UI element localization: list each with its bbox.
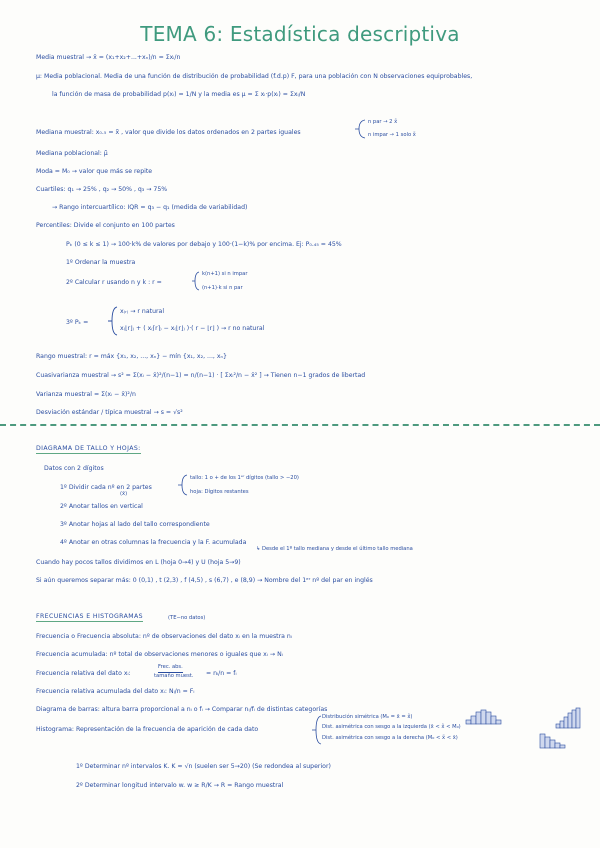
line-frecuencias-nota: (TE−no datos) — [168, 615, 206, 621]
symmetric-histogram-icon — [466, 710, 502, 724]
line-dist-simetrica: Distribución simétrica (M₀ = x̄ = x̃) — [322, 714, 413, 720]
line-rango-intercuartilico: → Rango intercuartílico: IQR = q₃ − q₁ (medida de variabilidad) — [52, 204, 248, 211]
line-datos-digitos: Datos con 2 dígitos — [44, 465, 104, 472]
line-media-poblacional-1: μ: Media poblacional. Media de una función de distribución de probabilidad (f.d.p) F, para una población con N observaciones equiprobables, — [36, 73, 473, 80]
line-frecuencia-relativa-den: tamaño muest. — [154, 673, 194, 679]
line-mediana-muestral: Mediana muestral: x₀.₅ = x̃ , valor que divide los datos ordenados en 2 partes iguales — [36, 129, 301, 136]
line-si-aun: Si aún queremos separar más: 0 (0,1) , t (2,3) , f (4,5) , s (6,7) , e (8,9) → Nombre del 1ᵉʳ nº del par en inglés — [36, 577, 373, 584]
line-mediana-impar: n impar → 1 solo x̃ — [368, 132, 416, 138]
line-paso-1: 1º Ordenar la muestra — [66, 259, 136, 266]
line-paso-3-no-natural: x₍⌊r⌋₎ + ( x₍⌈r⌉₎ − x₍⌊r⌋₎ )·( r − ⌊r⌋ ) → r no natural — [120, 325, 265, 332]
line-d1: 1º Dividir cada nº en 2 partes — [60, 484, 152, 491]
line-cuartiles: Cuartiles: q₁ → 25% , q₂ → 50% , q₃ → 75% — [36, 186, 168, 193]
page-title: TEMA 6: Estadística descriptiva — [140, 22, 460, 46]
section-heading-frecuencias: FRECUENCIAS E HISTOGRAMAS — [36, 613, 143, 620]
left-skew-histogram-icon — [556, 708, 580, 728]
line-pk: Pₖ (0 ≤ k ≤ 1) → 100·k% de valores por debajo y 100·(1−k)% por encima. Ej: P₀.₄₅ = 45% — [66, 241, 342, 248]
line-moda: Moda = M₀ → valor que más se repite — [36, 168, 153, 175]
line-percentiles: Percentiles: Divide el conjunto en 100 partes — [36, 222, 175, 229]
line-paso-2: 2º Calcular r usando n y k : r = — [66, 279, 162, 286]
section-heading-tallo-hojas: DIAGRAMA DE TALLO Y HOJAS: — [36, 445, 141, 452]
line-frecuencia-relativa: Frecuencia relativa del dato xᵢ: — [36, 670, 131, 677]
line-frecuencia-relativa-num: Frec. abs. — [158, 663, 183, 673]
line-d3: 3º Anotar hojas al lado del tallo correspondiente — [60, 521, 210, 528]
line-frecuencia-acumulada: Frecuencia acumulada: nº total de observaciones menores o iguales que xᵢ → Nᵢ — [36, 651, 283, 658]
right-skew-histogram-icon — [540, 734, 566, 748]
line-rango-muestral: Rango muestral: r = máx {x₁, x₂, ..., xₙ} − mín {x₁, x₂, ..., xₙ} — [36, 353, 227, 360]
line-varianza: Varianza muestral = Σ(xᵢ − x̄)²/n — [36, 391, 136, 398]
line-frecuencia-relativa-end: = nᵢ/n = fᵢ — [206, 670, 237, 677]
line-desviacion: Desviación estándar / típica muestral → s = √s² — [36, 409, 183, 416]
line-d1-sub: (x̄) — [120, 491, 128, 497]
line-cuasivarianza: Cuasivarianza muestral → s² = Σ(xᵢ − x̄)²/(n−1) = n/(n−1) · [ Σxᵢ²/n − x̄² ] → Tienen n−1 grados de libertad — [36, 372, 366, 379]
line-h1: 1º Determinar nº intervalos K. K ≈ √n (suelen ser 5→20) (Se redondea al superior) — [76, 763, 331, 770]
line-h2: 2º Determinar longitud intervalo w. w ≥ R/K → R = Rango muestral — [76, 782, 284, 789]
brace-icon — [355, 119, 367, 139]
line-mediana-par: n par → 2 x̃ — [368, 119, 398, 125]
line-d4-sub: ↳ Desde el 1º tallo mediana y desde el último tallo mediana — [256, 546, 413, 552]
line-d4: 4º Anotar en otras columnas la frecuencia y la F. acumulada — [60, 539, 247, 546]
brace-icon — [312, 715, 322, 745]
line-dist-izquierda: Dist. asimétrica con sesgo a la izquierda (x̄ < x̃ < M₀) — [322, 724, 461, 730]
line-hoja: hoja: Dígitos restantes — [190, 489, 249, 495]
line-dist-derecha: Dist. asimétrica con sesgo a la derecha (M₀ < x̃ < x̄) — [322, 735, 458, 741]
line-media-muestral: Media muestral → x̄ = (x₁+x₂+...+xₙ)/n = Σxᵢ/n — [36, 54, 181, 61]
line-caso-par: (n+1)·k si n par — [202, 285, 243, 291]
line-diagrama-barras: Diagrama de barras: altura barra proporcional a nᵢ o fᵢ → Comparar nᵢ/fᵢ de distintas categorías — [36, 706, 328, 713]
line-media-poblacional-2: la función de masa de probabilidad p(xᵢ) = 1/N y la media es μ = Σ xᵢ·p(xᵢ) = Σxᵢ/N — [52, 91, 306, 98]
line-d2: 2º Anotar tallos en vertical — [60, 503, 143, 510]
brace-icon — [178, 474, 188, 496]
brace-icon — [108, 306, 118, 336]
line-caso-impar: k(n+1) si n impar — [202, 271, 248, 277]
line-paso-3-natural: x₍ᵣ₎ → r natural — [120, 308, 165, 315]
line-histograma: Histograma: Representación de la frecuencia de aparición de cada dato — [36, 726, 259, 733]
section-divider — [0, 424, 600, 426]
brace-icon — [192, 271, 200, 291]
line-frecuencia-absoluta: Frecuencia o Frecuencia absoluta: nº de observaciones del dato xᵢ en la muestra nᵢ — [36, 633, 292, 640]
line-paso-3: 3º Pₖ = — [66, 319, 89, 326]
line-mediana-poblacional: Mediana poblacional: μ̃ — [36, 150, 108, 157]
line-cuando: Cuando hay pocos tallos dividimos en L (hoja 0→4) y U (hoja 5→9) — [36, 559, 241, 566]
line-tallo: tallo: 1 o + de los 1ᵉʳ dígitos (tallo > −20) — [190, 475, 299, 481]
line-frecuencia-relativa-acumulada: Frecuencia relativa acumulada del dato xᵢ: Nᵢ/n = Fᵢ — [36, 688, 195, 695]
